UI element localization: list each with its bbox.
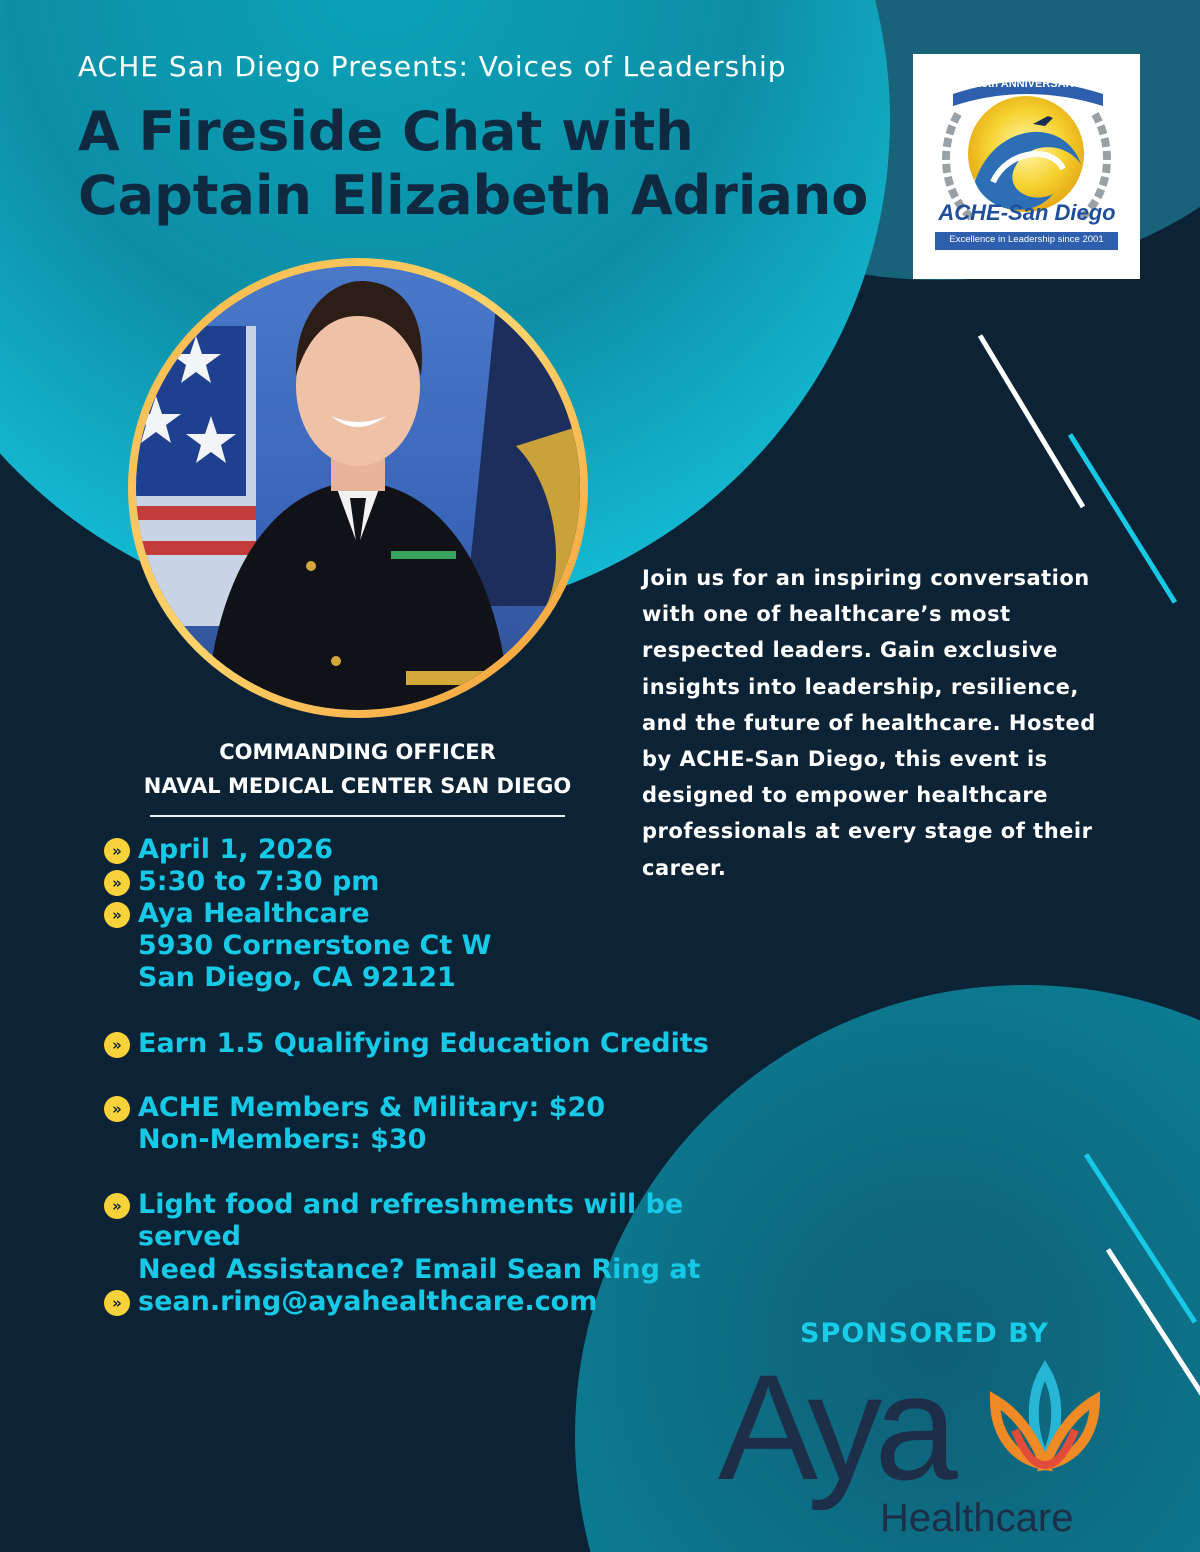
event-description-line: with one of healthcare’s most xyxy=(642,602,1011,627)
detail-assistance xyxy=(104,1254,700,1286)
event-description-line: professionals at every stage of their xyxy=(642,819,1093,844)
event-description-line: Join us for an inspiring conversation xyxy=(642,566,1090,590)
ache-san-diego-logo xyxy=(913,54,1140,279)
detail-credits-text: Earn 1.5 Qualifying Education Credits xyxy=(138,1028,709,1059)
detail-date xyxy=(104,834,333,866)
logo-ribbon-top-text: 25th ANNIVERSARY xyxy=(975,78,1081,90)
event-title-line: Captain Elizabeth Adriano xyxy=(78,164,869,227)
detail-assistance-text: Need Assistance? Email Sean Ring at xyxy=(138,1254,701,1285)
detail-credits xyxy=(104,1028,709,1060)
aya-lotus-icon xyxy=(975,1360,1115,1480)
chevron-bullet-icon: » xyxy=(104,1096,130,1122)
chevron-bullet-icon: » xyxy=(104,870,130,896)
detail-food-text: Light food and refreshments will be served xyxy=(138,1189,684,1252)
decorative-line xyxy=(978,334,1085,508)
detail-email xyxy=(104,1286,597,1318)
event-description-line: career. xyxy=(642,855,727,880)
speaker-photo xyxy=(136,266,580,710)
event-series-label: ACHE San Diego Presents: Voices of Leadership xyxy=(78,50,787,83)
event-title xyxy=(78,100,878,228)
speaker-portrait xyxy=(128,258,588,718)
event-description-line: designed to empower healthcare xyxy=(642,783,1048,808)
chevron-bullet-icon: » xyxy=(104,1032,130,1058)
detail-date-text: April 1, 2026 xyxy=(138,834,334,865)
detail-venue-name: Aya Healthcare xyxy=(138,898,370,929)
speaker-role-line: NAVAL MEDICAL CENTER SAN DIEGO xyxy=(143,774,572,798)
event-title-line: A Fireside Chat with xyxy=(78,100,694,163)
event-description-line: and the future of healthcare. Hosted xyxy=(642,710,1096,735)
aya-logo-subtext: Healthcare xyxy=(880,1496,1074,1540)
detail-venue xyxy=(104,898,491,994)
event-description-line: insights into leadership, resilience, xyxy=(642,674,1079,699)
event-description-line: respected leaders. Gain exclusive xyxy=(642,638,1058,663)
detail-address-line: San Diego, CA 92121 xyxy=(138,962,456,993)
event-description xyxy=(642,560,1122,886)
chevron-bullet-icon: » xyxy=(104,838,130,864)
chevron-bullet-icon: » xyxy=(104,1193,130,1219)
logo-ribbon-bottom-text: Excellence in Leadership since 2001 xyxy=(949,234,1104,245)
detail-food xyxy=(104,1189,764,1253)
sponsored-by-label: SPONSORED BY xyxy=(800,1318,1049,1349)
logo-wordmark: ACHE-San Diego xyxy=(938,200,1116,225)
chevron-bullet-icon: » xyxy=(104,902,130,928)
divider xyxy=(150,815,565,817)
speaker-photo-illustration xyxy=(136,266,580,710)
detail-time-text: 5:30 to 7:30 pm xyxy=(138,866,380,897)
aya-logo-wordmark: Aya xyxy=(718,1343,950,1511)
speaker-role xyxy=(110,735,605,803)
detail-price-nonmembers: Non-Members: $30 xyxy=(138,1124,427,1155)
detail-price-members: ACHE Members & Military: $20 xyxy=(138,1092,606,1123)
chevron-bullet-icon: » xyxy=(104,1290,130,1316)
detail-time xyxy=(104,866,379,898)
detail-pricing xyxy=(104,1092,605,1156)
detail-address-line: 5930 Cornerstone Ct W xyxy=(138,930,492,961)
event-description-line: by ACHE-San Diego, this event is xyxy=(642,747,1048,772)
speaker-role-line: COMMANDING OFFICER xyxy=(219,740,496,764)
contact-email-link[interactable]: sean.ring@ayahealthcare.com xyxy=(138,1286,598,1317)
